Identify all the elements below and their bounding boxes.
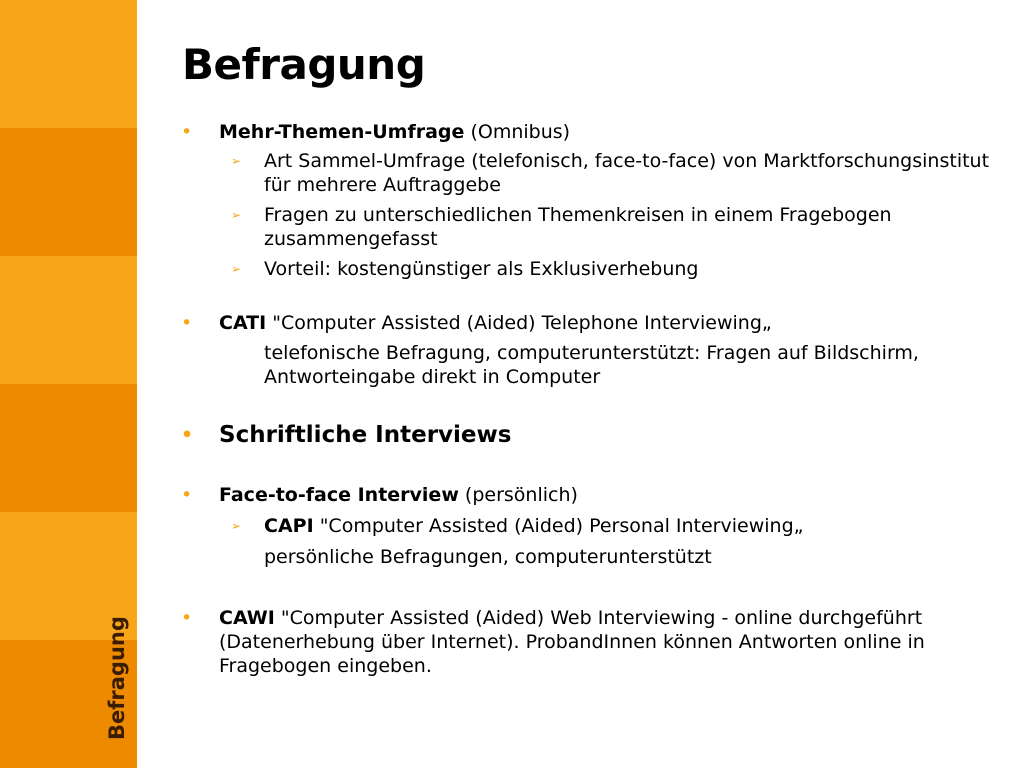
sidebar-band	[0, 0, 137, 128]
item-heading: Face-to-face Interview	[219, 484, 459, 506]
continuation-text: telefonische Befragung, computerunterstützt: Fragen auf Bildschirm, Antworteingabe direkt in Computer	[264, 342, 919, 388]
sub-item-heading-rest: "Computer Assisted (Aided) Personal Interviewing„	[313, 515, 804, 537]
item-heading: Mehr-Themen-Umfrage	[219, 121, 465, 143]
item-heading: CATI	[219, 312, 267, 334]
sidebar-band	[0, 384, 137, 512]
arrow-bullet-icon: ➢	[231, 262, 242, 276]
sub-item	[181, 257, 1019, 281]
continuation-text: persönliche Befragungen, computerunterstützt	[264, 546, 712, 568]
bullet-icon: •	[181, 607, 193, 629]
bullet-icon: •	[181, 484, 193, 506]
bullet-item-cawi	[181, 606, 1019, 678]
item-heading-rest: (Omnibus)	[464, 121, 571, 143]
sub-item	[181, 149, 1019, 197]
item-heading-rest: "Computer Assisted (Aided) Telephone Interviewing„	[266, 312, 772, 334]
item-heading-rest: (persönlich)	[458, 484, 578, 506]
sidebar-band	[0, 256, 137, 384]
sub-item	[181, 203, 1019, 251]
item-heading: CAWI	[219, 607, 275, 629]
sub-item-heading: CAPI	[264, 515, 314, 537]
bullet-item-omnibus	[181, 120, 1019, 144]
bullet-icon: •	[181, 121, 193, 143]
slide-body	[181, 120, 1019, 678]
arrow-bullet-icon: ➢	[231, 154, 242, 168]
bullet-icon: •	[181, 312, 193, 334]
bullet-item-schriftlich	[181, 423, 1019, 447]
sidebar-label: Befragung	[105, 616, 129, 740]
bullet-icon: •	[181, 424, 194, 446]
bullet-item-face-to-face	[181, 483, 1019, 507]
sub-item-text: Art Sammel-Umfrage (telefonisch, face-to-face) von Marktforschungsinstitut für mehrere Auftraggebe	[264, 150, 990, 196]
bullet-item-cati	[181, 311, 1019, 335]
arrow-bullet-icon: ➢	[231, 208, 242, 222]
sidebar	[0, 0, 137, 768]
sub-item-text: Fragen zu unterschiedlichen Themenkreisen in einem Fragebogen zusammengefasst	[264, 204, 892, 250]
page-title: Befragung	[182, 40, 426, 89]
item-heading-rest: "Computer Assisted (Aided) Web Interviewing - online durchgeführt (Datenerhebung über Internet). ProbandInnen können Antworten online in Fragebogen eingeben.	[219, 607, 925, 677]
sub-item-text: Vorteil: kostengünstiger als Exklusiverhebung	[264, 258, 699, 280]
item-heading: Schriftliche Interviews	[219, 422, 512, 448]
sidebar-band	[0, 128, 137, 256]
sub-item-capi	[181, 514, 1019, 538]
arrow-bullet-icon: ➢	[231, 519, 242, 533]
